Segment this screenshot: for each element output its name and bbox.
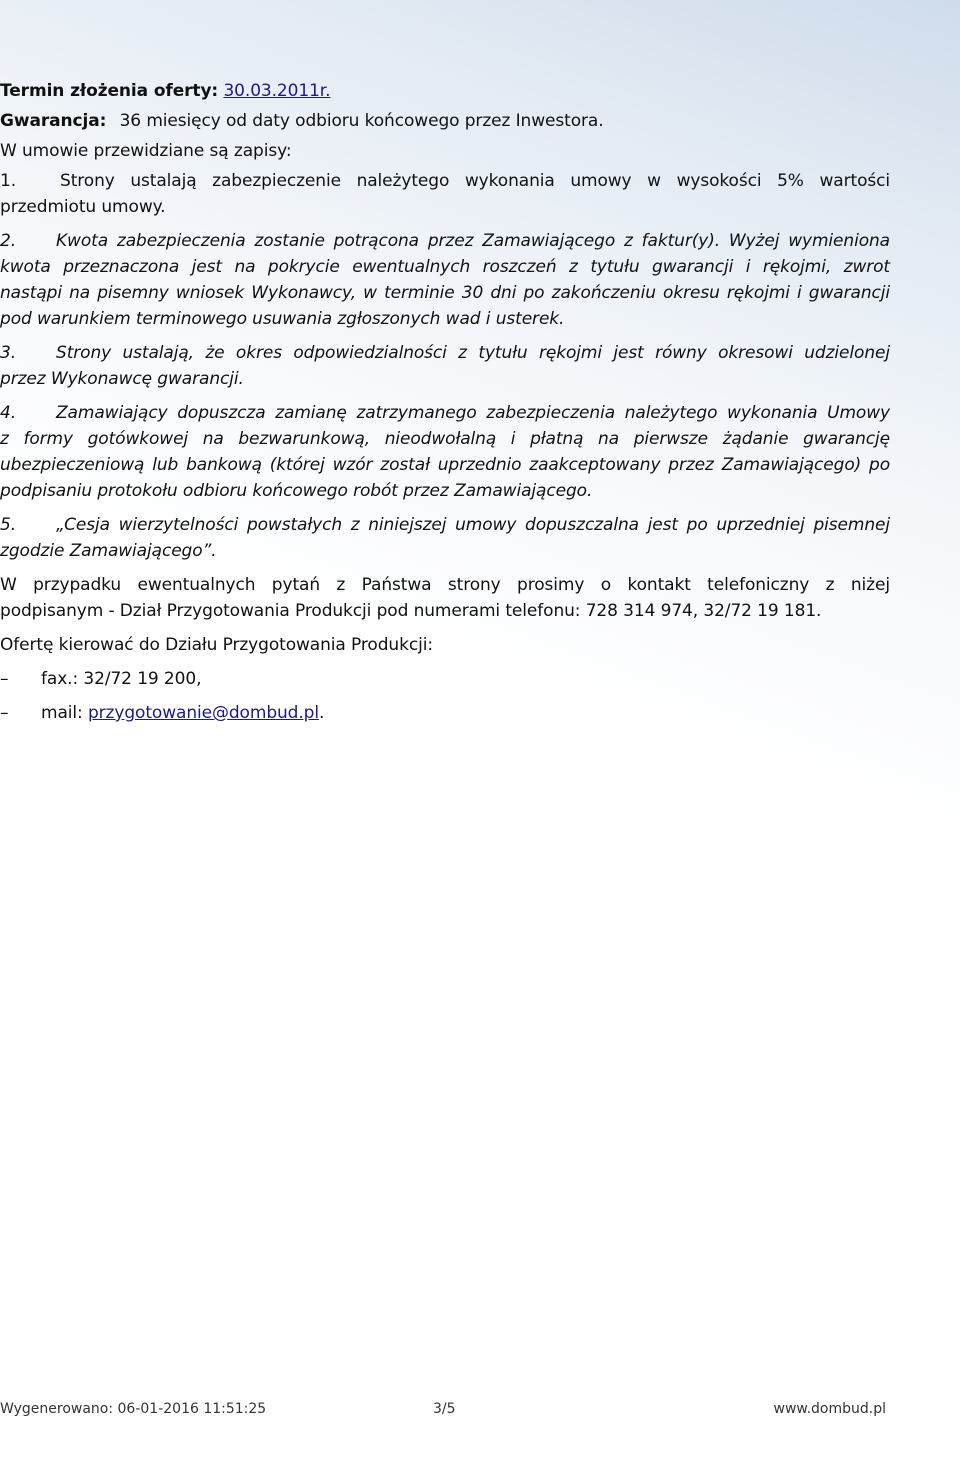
item-text: pod warunkiem terminowego usuwania zgłoszonych wad i usterek. bbox=[0, 309, 565, 329]
deadline-value: 30.03.2011r. bbox=[223, 81, 331, 101]
contract-item-4 bbox=[0, 400, 890, 504]
item-text: zgodzie Zamawiającego”. bbox=[0, 541, 217, 561]
contact-text: podpisanym - Dział Przygotowania Produkcji pod numerami telefonu: 728 314 974, 32/72 19 181. bbox=[0, 601, 822, 621]
dash-bullet: – bbox=[0, 669, 9, 689]
contract-intro: W umowie przewidziane są zapisy: bbox=[0, 141, 292, 161]
contract-item-1 bbox=[0, 168, 890, 220]
warranty-row bbox=[0, 108, 890, 134]
contract-item-2 bbox=[0, 228, 890, 332]
contract-item-3 bbox=[0, 340, 890, 392]
fax-number: fax.: 32/72 19 200, bbox=[41, 669, 202, 689]
mail-label: mail: bbox=[41, 703, 83, 723]
item-text: ubezpieczeniową lub bankową (której wzór został uprzednio zaakceptowany przez Zamawiającego) po bbox=[0, 455, 890, 475]
fax-item bbox=[0, 666, 890, 692]
item-number: 2. bbox=[0, 231, 17, 251]
contact-paragraph bbox=[0, 572, 890, 624]
item-text: Zamawiający dopuszcza zamianę zatrzymanego zabezpieczenia należytego wykonania Umowy bbox=[56, 403, 890, 423]
page-number: 3/5 bbox=[433, 1401, 456, 1417]
item-text: „Cesja wierzytelności powstałych z niniejszej umowy dopuszczalna jest po uprzedniej pisemnej bbox=[56, 515, 890, 535]
mail-item bbox=[0, 700, 890, 726]
item-text: podpisaniu protokołu odbioru końcowego robót przez Zamawiającego. bbox=[0, 481, 593, 501]
item-text: Strony ustalają zabezpieczenie należytego wykonania umowy w wysokości 5% wartości bbox=[60, 171, 890, 191]
item-number: 5. bbox=[0, 515, 17, 535]
website-link[interactable]: www.dombud.pl bbox=[773, 1401, 886, 1417]
item-text: przedmiotu umowy. bbox=[0, 197, 166, 217]
warranty-label: Gwarancja: bbox=[0, 111, 107, 131]
contact-text: W przypadku ewentualnych pytań z Państwa strony prosimy o kontakt telefoniczny z niżej bbox=[0, 575, 890, 595]
deadline-label: Termin złożenia oferty: bbox=[0, 81, 219, 101]
warranty-value: 36 miesięcy od daty odbioru końcowego przez Inwestora. bbox=[119, 111, 604, 131]
mail-end: . bbox=[319, 703, 325, 723]
item-text: nastąpi na pisemny wniosek Wykonawcy, w terminie 30 dni po zakończeniu okresu rękojmi i gwarancji bbox=[0, 283, 890, 303]
dash-bullet: – bbox=[0, 703, 9, 723]
generated-timestamp: Wygenerowano: 06-01-2016 11:51:25 bbox=[0, 1401, 267, 1417]
offer-instruction: Ofertę kierować do Działu Przygotowania Produkcji: bbox=[0, 635, 433, 655]
item-number: 3. bbox=[0, 343, 17, 363]
item-text: Strony ustalają, że okres odpowiedzialności z tytułu rękojmi jest równy okresowi udzielonej bbox=[56, 343, 890, 363]
contract-item-5 bbox=[0, 512, 890, 564]
deadline-row bbox=[0, 78, 890, 104]
item-text: Kwota zabezpieczenia zostanie potrącona przez Zamawiającego z faktur(y). Wyżej wymieniona bbox=[56, 231, 890, 251]
item-text: przez Wykonawcę gwarancji. bbox=[0, 369, 244, 389]
item-number: 1. bbox=[0, 171, 17, 191]
item-text: kwota przeznaczona jest na pokrycie ewentualnych roszczeń z tytułu gwarancji i rękojmi, zwrot bbox=[0, 257, 890, 277]
document-body bbox=[0, 78, 890, 726]
item-number: 4. bbox=[0, 403, 17, 423]
item-text: z formy gotówkowej na bezwarunkową, nieodwołalną i płatną na pierwsze żądanie gwarancję bbox=[0, 429, 890, 449]
mail-link[interactable]: przygotowanie@dombud.pl bbox=[87, 703, 319, 723]
